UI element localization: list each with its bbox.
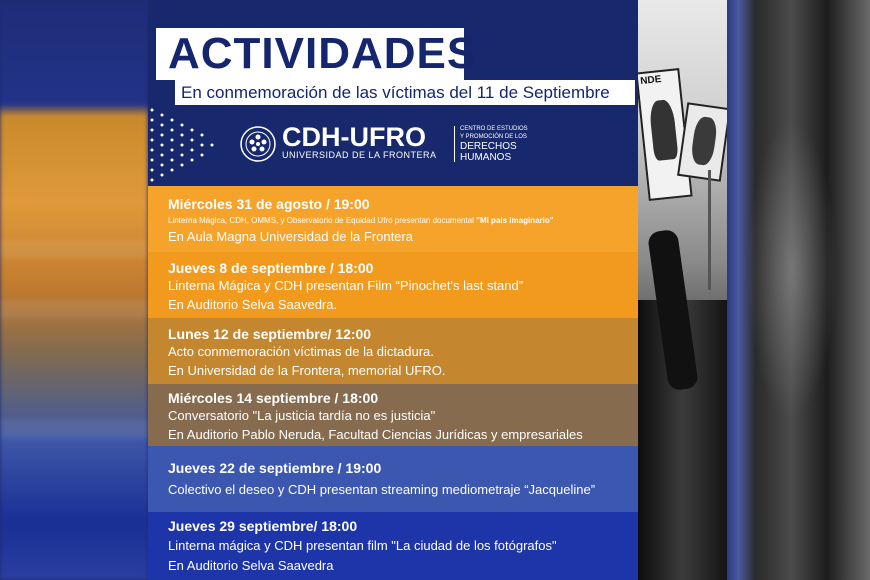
logo-divider (454, 126, 455, 162)
logo-university: UNIVERSIDAD DE LA FRONTERA (282, 150, 437, 160)
event-description-text: Linterna Mágica, CDH, OMMS, y Observatorio de Equidad Ufro presentan documental (168, 216, 474, 225)
event-description: Acto conmemoración víctimas de la dictadura. (168, 344, 434, 359)
event-location: En Universidad de la Frontera, memorial UFRO. (168, 363, 446, 378)
protest-sign (677, 102, 727, 181)
event-date: Jueves 22 de septiembre / 19:00 (168, 460, 382, 476)
blurred-background-right (727, 0, 870, 580)
event-location: En Auditorio Pablo Neruda, Facultad Ciencias Jurídicas y empresariales (168, 427, 583, 442)
event-date: Lunes 12 de septiembre/ 12:00 (168, 326, 372, 342)
protest-sign-text: NDE (639, 74, 662, 88)
activities-poster (148, 0, 638, 580)
cdh-ufro-logo (238, 122, 538, 166)
dotted-arrow-decoration (148, 100, 228, 190)
poster-subtitle: En conmemoración de las víctimas del 11 de Septiembre (181, 83, 610, 102)
ufro-emblem-icon (238, 124, 278, 164)
logo-center-line2: Y PROMOCIÓN DE LOS (460, 134, 527, 140)
event-description: Colectivo el deseo y CDH presentan streaming mediometraje “Jacqueline” (168, 482, 596, 497)
logo-center-line4: HUMANOS (460, 152, 512, 163)
event-row (148, 384, 638, 446)
event-date: Miércoles 31 de agosto / 19:00 (168, 196, 370, 212)
event-date: Jueves 8 de septiembre / 18:00 (168, 260, 374, 276)
protest-photo (638, 0, 727, 580)
event-location: En Aula Magna Universidad de la Frontera (168, 229, 413, 244)
event-description (168, 216, 554, 225)
logo-center-line1: CENTRO DE ESTUDIOS (460, 126, 528, 132)
event-location: En Auditorio Selva Saavedra. (168, 297, 338, 312)
event-film-title: "Mi país imaginario" (476, 216, 554, 225)
logo-center-line3: DERECHOS (460, 141, 517, 152)
event-row (148, 512, 638, 580)
title-box (156, 28, 478, 80)
event-row (148, 446, 638, 512)
event-row (148, 318, 638, 384)
logo-name: CDH-UFRO (282, 122, 426, 152)
event-date: Miércoles 14 septiembre / 18:00 (168, 390, 379, 406)
event-row (148, 186, 638, 252)
event-description: Linterna mágica y CDH presentan film "La ciudad de los fotógrafos" (168, 538, 557, 553)
blurred-background-left (0, 0, 148, 580)
event-description: Conversatorio "La justicia tardía no es justicia" (168, 408, 436, 423)
poster-title: ACTIVIDADES (168, 29, 478, 78)
subtitle-box (175, 80, 635, 105)
event-row (148, 252, 638, 318)
event-description: Linterna Mágica y CDH presentan Film “Pinochet's last stand” (168, 278, 524, 293)
logo-center-name (460, 125, 528, 163)
event-date: Jueves 29 septiembre/ 18:00 (168, 518, 358, 534)
event-location: En Auditorio Selva Saavedra (168, 558, 334, 573)
